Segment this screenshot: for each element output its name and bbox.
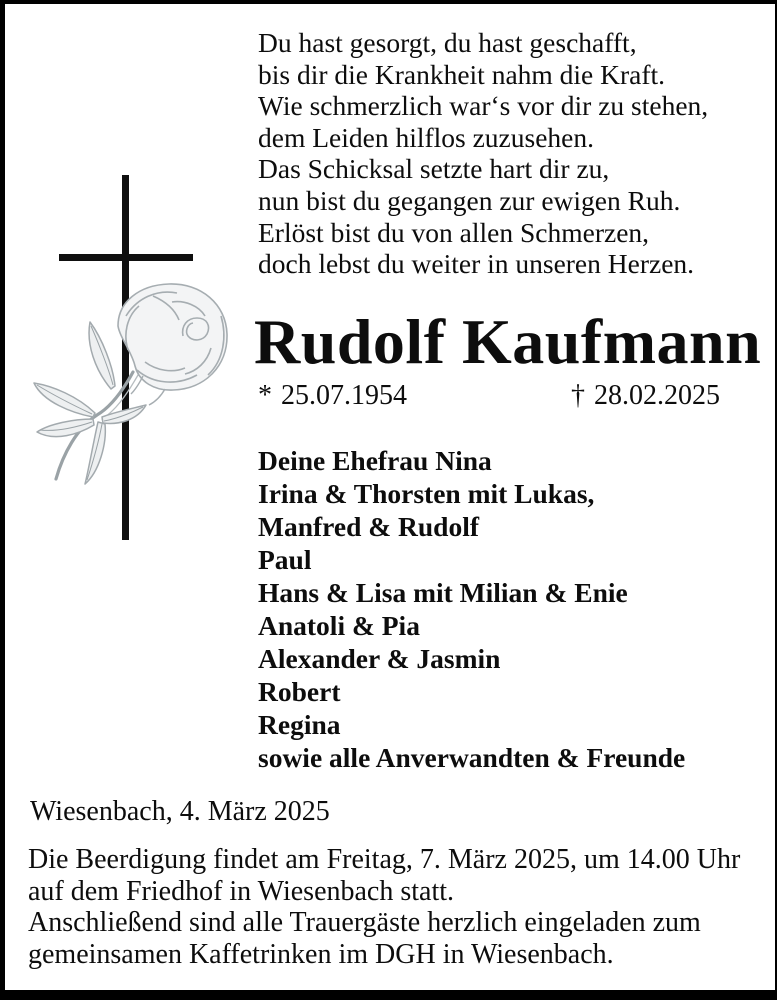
mourner-line: Paul [258, 544, 312, 575]
death-cross-symbol: † [571, 380, 585, 411]
funeral-info [28, 844, 740, 970]
poem-line: Erlöst bist du von allen Schmerzen, [258, 216, 650, 248]
mourner-line: Hans & Lisa mit Milian & Enie [258, 577, 628, 608]
birth-date [258, 381, 407, 411]
poem-line: Du hast gesorgt, du hast geschafft, [258, 27, 637, 58]
city-date-line: Wiesenbach, 4. März 2025 [30, 796, 330, 827]
birth-star-symbol: * [258, 380, 272, 411]
poem-line: nun bist du gegangen zur ewigen Ruh. [258, 184, 681, 216]
mourner-line: Manfred & Rudolf [258, 511, 480, 542]
mourner-line: Regina [258, 709, 341, 740]
funeral-info-line: auf dem Friedhof in Wiesenbach statt. [28, 875, 455, 907]
mourner-line: Robert [258, 676, 341, 707]
rose-icon [25, 272, 235, 502]
deceased-name: Rudolf Kaufmann [254, 306, 762, 377]
cross-icon-crossbar [59, 254, 193, 261]
birth-date-value: 25.07.1954 [281, 380, 407, 411]
mourner-line: Anatoli & Pia [258, 610, 420, 641]
funeral-info-line: gemeinsamen Kaffetrinken im DGH in Wiesenbach. [28, 938, 614, 970]
memorial-poem [258, 27, 708, 280]
mourner-list [258, 444, 685, 774]
poem-line: doch lebst du weiter in unseren Herzen. [258, 248, 695, 280]
funeral-info-line: Anschließend sind alle Trauergäste herzlich eingeladen zum [28, 907, 701, 939]
mourner-line: Irina & Thorsten mit Lukas, [258, 478, 595, 509]
poem-line: Das Schicksal setzte hart dir zu, [258, 153, 610, 185]
mourner-line: sowie alle Anverwandten & Freunde [258, 742, 686, 773]
funeral-info-line: Die Beerdigung findet am Freitag, 7. März 2025, um 14.00 Uhr [28, 844, 741, 875]
death-date-value: 28.02.2025 [594, 380, 720, 411]
poem-line: Wie schmerzlich war‘s vor dir zu stehen, [258, 90, 709, 122]
mourner-line: Alexander & Jasmin [258, 643, 501, 674]
death-date [571, 381, 720, 411]
poem-line: bis dir die Krankheit nahm die Kraft. [258, 58, 666, 90]
life-dates [258, 381, 720, 411]
mourner-line: Deine Ehefrau Nina [258, 445, 492, 476]
poem-line: dem Leiden hilflos zuzusehen. [258, 121, 595, 153]
